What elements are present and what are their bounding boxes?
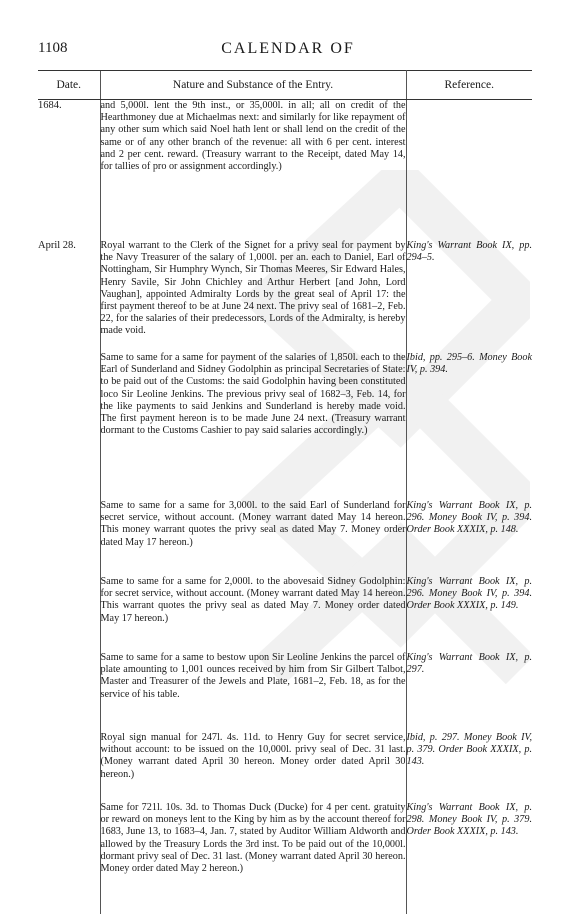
entry-date xyxy=(38,644,100,724)
entry-date xyxy=(38,794,100,898)
column-header-date: Date. xyxy=(38,71,100,100)
page-header xyxy=(38,40,538,60)
table-row xyxy=(38,228,532,344)
entry-date xyxy=(38,568,100,644)
table-row xyxy=(38,100,532,229)
entry-text: Royal warrant to the Clerk of the Signet for a privy seal for payment by the Navy Treasurer of the salary of 1,000l. per an. each to Daniel, Earl of Nottingham, Sir Humphry Wynch, Sir Thomas Meeres, Sir Edward Hales, Henry Savile, Sir John Chichley and Arthur Herbert [and John, Lord Vaughan], appointed Admiralty Lords by the great seal of April 17: the first payment thereof to be at June 24 next. The privy seal of 1681–2, Feb. 22, for the salaries of their predecessors, Lords of the Admiralty, is hereby made void. xyxy=(100,228,406,344)
table-row xyxy=(38,568,532,644)
table-row xyxy=(38,794,532,898)
entry-text: Same to same for a same for 3,000l. to the said Earl of Sunderland for secret service, without account. (Money warrant dated May 14 hereon. This money warrant quotes the privy seal as dated May 7. Money order dated May 17 hereon.) xyxy=(100,492,406,568)
entry-date: April 28. xyxy=(38,240,76,251)
page-number: 1108 xyxy=(38,40,68,56)
entry-reference: King's Warrant Book IX, pp. 294–5. xyxy=(406,240,532,264)
table-row xyxy=(38,724,532,794)
entry-date xyxy=(38,344,100,492)
entry-text: Royal sign manual for 247l. 4s. 11d. to Henry Guy for secret service, without account: to be issued on the 10,000l. privy seal of Dec. 31 last. (Money warrant dated April 30 hereon. Money order dated April 30 hereon.) xyxy=(100,724,406,794)
entry-reference: Ibid, pp. 295–6. Money Book IV, p. 394. xyxy=(406,352,532,376)
running-title: CALENDAR OF xyxy=(221,40,355,57)
entry-reference: King's Warrant Book IX, p. 298. Money Book IV, p. 379. Order Book XXXIX, p. 143. xyxy=(406,802,532,838)
entry-text: Same to same for a same for 2,000l. to the abovesaid Sidney Godolphin: for secret service, without account. (Money warrant dated May 14 hereon. This warrant quotes the privy seal as dated May 7. Money order dated May 17 hereon.) xyxy=(100,568,406,644)
column-header-nature: Nature and Substance of the Entry. xyxy=(100,71,406,100)
table-header-row xyxy=(38,71,532,100)
entry-text: Same for 721l. 10s. 3d. to Thomas Duck (Ducke) for 4 per cent. gratuity or reward on moneys lent to the King by him as by the account thereof for 1683, June 13, to 1683–4, Jan. 7, stated by Auditor William Aldworth and allowed by the Treasury Lords the 3rd inst. To be paid out of the 10,000l. dormant privy seal of Dec. 31 last. (Money warrant dated April 30 hereon. Money order dated May 2 hereon.) xyxy=(100,794,406,898)
entry-reference: King's Warrant Book IX, p. 296. Money Book IV, p. 394. Order Book XXXIX, p. 148. xyxy=(406,500,532,536)
table-row xyxy=(38,644,532,724)
entry-date: 1684. xyxy=(38,100,62,111)
entry-reference: Ibid, p. 297. Money Book IV, p. 379. Order Book XXXIX, p. 143. xyxy=(406,732,532,768)
entry-text: Same to same for a same for payment of the salaries of 1,850l. each to the Earl of Sunderland and Sidney Godolphin as principal Secretaries of State: to be paid out of the Customs: the said Godolphin having been constituted loco Sir Leoline Jenkins. The previous privy seal of 1682–3, Feb. 14, for the like payments to said Jenkins and Sunderland is hereby made void. The first payment hereon is to be made June 24 next. (Treasury warrant dormant to the Customs Cashier to pay said salaries accordingly.) xyxy=(100,344,406,492)
column-header-reference: Reference. xyxy=(406,71,532,100)
entry-date xyxy=(38,724,100,794)
entry-reference: King's Warrant Book IX, p. 296. Money Book IV, p. 394. Order Book XXXIX, p. 149. xyxy=(406,576,532,612)
table-row xyxy=(38,344,532,492)
table-row-spacer xyxy=(38,898,532,914)
calendar-table xyxy=(38,70,532,914)
entry-date xyxy=(38,492,100,568)
entry-text: and 5,000l. lent the 9th inst., or 35,000l. in all; all on credit of the Hearthmoney due at Michaelmas next: and similarly for like repayment of any other sum which said Noel hath lent or shall lend on the credit of the same or of any other branch of the revenue: all with 6 per cent. interest and 2 per cent. reward. (Treasury warrant to the Receipt, dated May 14, for tallies of pro or assignment accordingly.) xyxy=(100,100,406,229)
entry-reference: King's Warrant Book IX, p. 297. xyxy=(406,652,532,676)
table-row xyxy=(38,492,532,568)
entry-text: Same to same for a same to bestow upon Sir Leoline Jenkins the parcel of plate amounting to 1,001 ounces received by him from Sir Gilbert Talbot, Master and Treasurer of the Jewels and Plate, 1681–2, Feb. 18, as for the service of his table. xyxy=(100,644,406,724)
entry-reference xyxy=(406,100,532,229)
